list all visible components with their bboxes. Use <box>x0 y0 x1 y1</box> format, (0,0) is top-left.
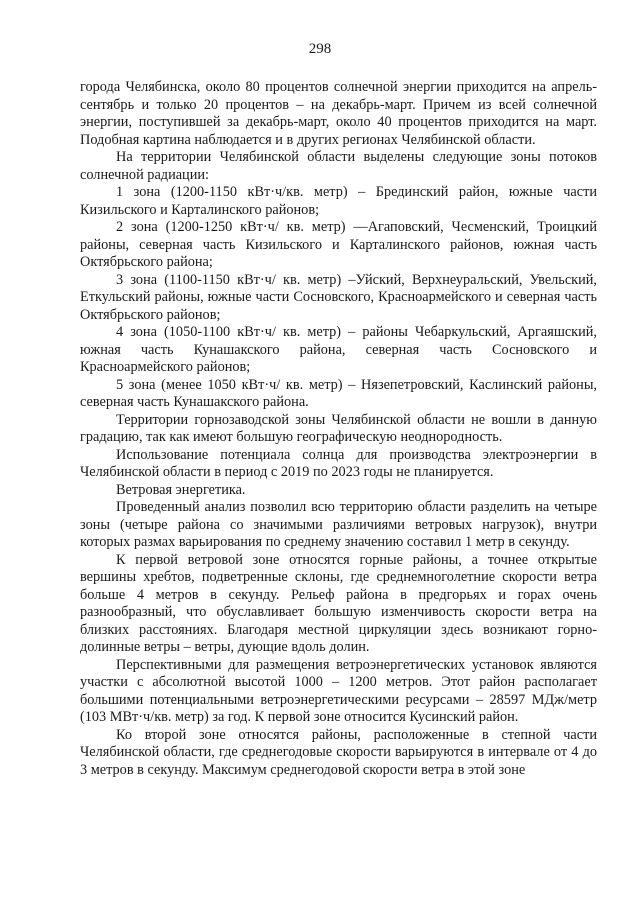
paragraph-solar-zone-3: 3 зона (1100-1150 кВт·ч/ кв. метр) –Уйский, Верхнеуральский, Увельский, Еткульский районы, южные части Сосновского, Красноармейского и северная часть Октябрьского районов; <box>80 271 597 323</box>
paragraph-wind-prospects: Перспективными для размещения ветроэнергетических установок являются участки с абсолютной высотой 1000 – 1200 метров. Этот район располагает большими потенциальными ветроэнергетическими ресурсами – 28597 МДж/метр (103 МВт·ч/кв. метр) за год. К первой зоне относится Кусинский район. <box>80 656 597 725</box>
body-text <box>80 79 597 779</box>
paragraph-solar-zone-1: 1 зона (1200-1150 кВт·ч/кв. метр) – Брединский район, южные части Кизильского и Карталинского районов; <box>80 184 597 218</box>
page-number: 298 <box>308 41 332 57</box>
paragraph-solar-zone-4: 4 зона (1050-1100 кВт·ч/ кв. метр) – районы Чебаркульский, Аргаяшский, южная часть Кунашакского района, северная часть Сосновского и Красноармейского районов; <box>80 324 597 375</box>
paragraph-wind-analysis: Проведенный анализ позволил всю территорию области разделить на четыре зоны (четыре района со значимыми различиями ветровых нагрузок), внутри которых размах варьирования по среднему значению составил 1 метр в секунду. <box>80 499 597 550</box>
paragraph-wind-zone-1: К первой ветровой зоне относятся горные районы, а точнее открытые вершины хребтов, подветренные склоны, где среднемноголетние скорости ветра больше 4 метров в секунду. Рельеф района в предгорьях и горах очень разнообразный, что обуславливает большую изменчивость скорости ветра на близких расстояниях. Благодаря местной циркуляции здесь возникают горно-долинные ветры – ветры, дующие вдоль долин. <box>80 551 597 655</box>
paragraph-solar-plans: Использование потенциала солнца для производства электроэнергии в Челябинской области в период с 2019 по 2023 годы не планируется. <box>80 446 597 480</box>
paragraph-solar-zone-2: 2 зона (1200-1250 кВт·ч/ кв. метр) —Агаповский, Чесменский, Троицкий районы, северная часть Кизильского и Карталинского районов, южная часть Октябрьского района; <box>80 219 597 270</box>
section-heading-wind-energy: Ветровая энергетика. <box>116 481 246 498</box>
paragraph-mining-zone: Территории горнозаводской зоны Челябинской области не вошли в данную градацию, так как имеют большую географическую неоднородность. <box>80 411 597 445</box>
paragraph-solar-zones-intro: На территории Челябинской области выделены следующие зоны потоков солнечной радиации: <box>80 149 597 183</box>
paragraph-wind-zone-2: Ко второй зоне относятся районы, расположенные в степной части Челябинской области, где среднегодовые скорости варьируются в интервале от 4 до 3 метров в секунду. Максимум среднегодовой скорости ветра в этой зоне <box>80 726 597 778</box>
paragraph-solar-distribution: города Челябинска, около 80 процентов солнечной энергии приходится на апрель-сентябрь и только 20 процентов – на декабрь-март. Причем из всей солнечной энергии, поступившей за декабрь-март, около 40 процентов приходится на март. Подобная картина наблюдается и в других регионах Челябинской области. <box>80 79 597 148</box>
paragraph-solar-zone-5: 5 зона (менее 1050 кВт·ч/ кв. метр) – Нязепетровский, Каслинский районы, северная часть Кунашакского района. <box>80 376 597 410</box>
